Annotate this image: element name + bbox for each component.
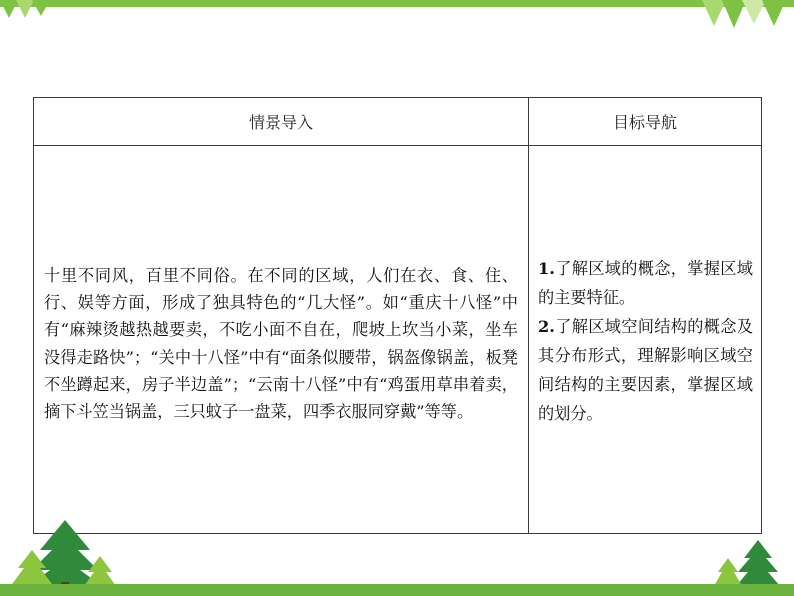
goal-number: 2. xyxy=(538,316,555,336)
scenario-intro-cell xyxy=(34,146,529,534)
learning-goals-cell xyxy=(529,146,762,534)
lesson-table xyxy=(33,97,762,534)
bottom-right-trees-decoration xyxy=(712,540,782,588)
table-header-row xyxy=(34,98,762,146)
bottom-left-trees-decoration xyxy=(10,520,120,590)
scenario-intro-text: 十里不同风，百里不同俗。在不同的区域，人们在衣、食、住、行、娱等方面，形成了独具特色的“几大怪”。如“重庆十八怪”中有“麻辣烫越热越要卖，不吃小面不自在，爬坡上坎当小菜，坐车没得走路快”；“关中十八怪”中有“面条似腰带，锅盔像锅盖，板凳不坐蹲起来，房子半边盖”；“云南十八怪”中有“鸡蛋用草串着卖，摘下斗笠当锅盖，三只蚊子一盘菜，四季衣服同穿戴”等等。 xyxy=(44,265,518,422)
goal-text: 了解区域的概念，掌握区域的主要特征。 xyxy=(538,258,753,307)
bottom-accent-bar xyxy=(0,584,794,596)
goal-item xyxy=(538,254,753,312)
top-left-triangle-decoration xyxy=(0,0,60,22)
top-right-triangle-decoration xyxy=(700,0,794,30)
top-accent-bar xyxy=(0,0,794,7)
goal-text: 了解区域空间结构的概念及其分布形式，理解影响区域空间结构的主要因素，掌握区域的划分。 xyxy=(538,316,753,423)
goal-number: 1. xyxy=(538,258,555,278)
goal-list xyxy=(538,254,753,428)
header-scenario-intro: 情景导入 xyxy=(34,98,529,146)
header-learning-goals: 目标导航 xyxy=(529,98,762,146)
goal-item xyxy=(538,312,753,428)
table-body-row xyxy=(34,146,762,534)
